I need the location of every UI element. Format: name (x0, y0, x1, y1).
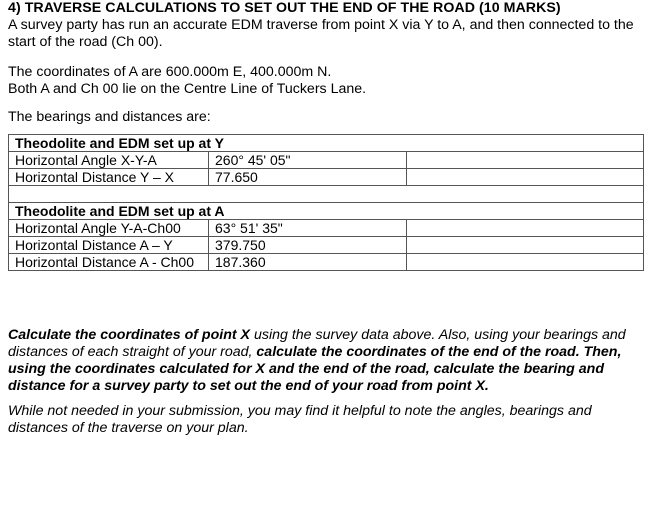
task-middle: using the survey data above. Also, using your bearings and distances of each straight of your road, (8, 327, 626, 360)
table-header-row (9, 203, 644, 220)
empty-cell (407, 169, 644, 186)
question-title: 4) TRAVERSE CALCULATIONS TO SET OUT THE END OF THE ROAD (10 MARKS) (8, 0, 561, 16)
intro-paragraph: A survey party has run an accurate EDM traverse from point X via Y to A, and then connected to the start of the road (Ch 00). (8, 17, 634, 50)
table-row (9, 152, 644, 169)
table-row (9, 254, 644, 271)
row-label: Horizontal Angle Y-A-Ch00 (9, 220, 209, 237)
row-label: Horizontal Distance A - Ch00 (9, 254, 209, 271)
empty-cell (407, 152, 644, 169)
empty-cell (9, 186, 644, 203)
row-value: 379.750 (209, 237, 407, 254)
note-paragraph: While not needed in your submission, you may find it helpful to note the angles, bearings and distances of the traverse on your plan. (8, 403, 592, 436)
table-row (9, 237, 644, 254)
row-label: Horizontal Angle X-Y-A (9, 152, 209, 169)
task-bold-start: Calculate the coordinates of point X (8, 327, 251, 343)
row-value: 260° 45' 05" (209, 152, 407, 169)
row-value: 63° 51' 35" (209, 220, 407, 237)
centre-line-note: Both A and Ch 00 lie on the Centre Line of Tuckers Lane. (8, 81, 367, 97)
row-label: Horizontal Distance Y – X (9, 169, 209, 186)
survey-data-table (8, 134, 644, 271)
table-row (9, 220, 644, 237)
coordinates-line: The coordinates of A are 600.000m E, 400.000m N. (8, 64, 332, 80)
empty-cell (407, 254, 644, 271)
row-value: 187.360 (209, 254, 407, 271)
empty-cell (407, 220, 644, 237)
row-label: Horizontal Distance A – Y (9, 237, 209, 254)
setup-y-header: Theodolite and EDM set up at Y (9, 135, 644, 152)
empty-cell (407, 237, 644, 254)
table-row (9, 169, 644, 186)
table-header-row (9, 135, 644, 152)
setup-a-header: Theodolite and EDM set up at A (9, 203, 644, 220)
question-page (8, 0, 648, 437)
spacer-row (9, 186, 644, 203)
task-paragraph (8, 327, 648, 395)
task-bold-end: calculate the coordinates of the end of the road. Then, using the coordinates calculated for X and the end of the road, calculate the bearing and distance for a survey party to set out the end of your road from point X. (8, 344, 622, 394)
row-value: 77.650 (209, 169, 407, 186)
bearings-intro: The bearings and distances are: (8, 109, 211, 125)
